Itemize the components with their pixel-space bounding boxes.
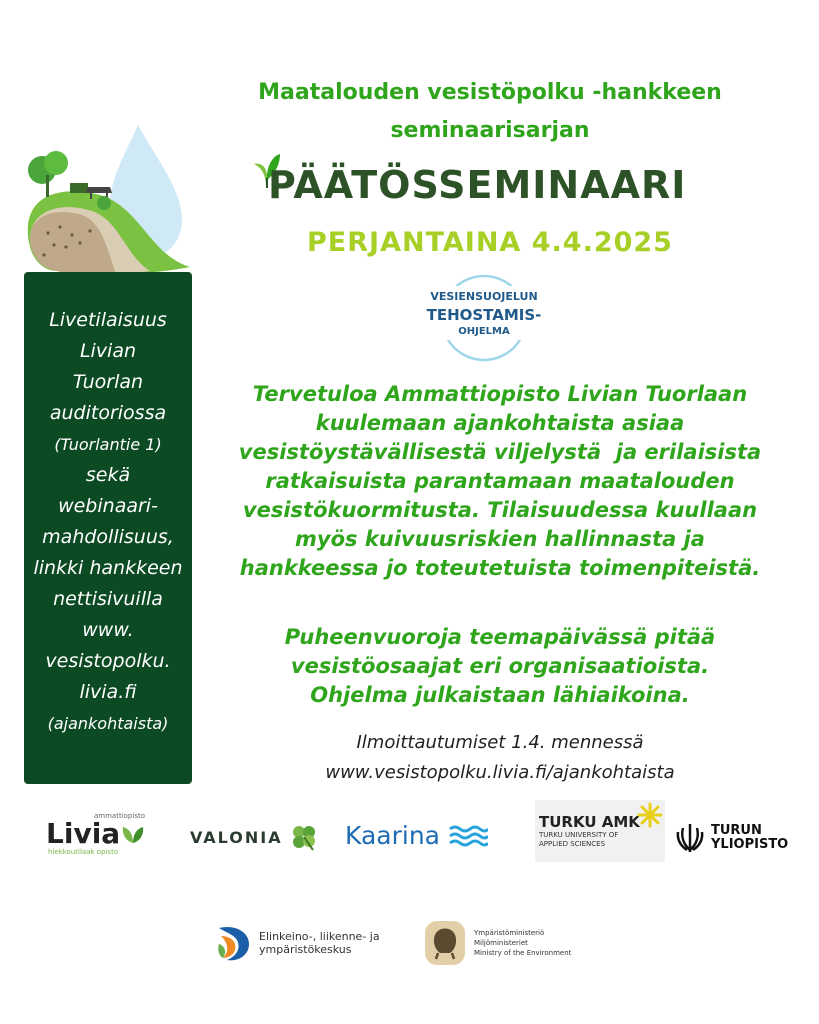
sidebar-line: Tuorlan — [72, 371, 144, 393]
ely-logo — [215, 920, 380, 966]
torch-icon — [675, 820, 705, 856]
turun-line-2: YLIOPISTO — [711, 837, 789, 852]
intro-line: Tervetuloa Ammattiopisto Livian Tuorlaan — [252, 382, 748, 406]
sidebar-line: Livian — [79, 340, 137, 362]
valonia-logo — [190, 822, 319, 852]
sidebar-line: livia.fi — [79, 681, 137, 703]
turun-yliopisto-logo — [675, 818, 788, 858]
ely-line-1: Elinkeino-, liikenne- ja — [259, 930, 380, 943]
sidebar-line: sekä — [85, 464, 131, 486]
sidebar-line: vesistopolku. — [45, 650, 171, 672]
livia-logo — [46, 812, 156, 862]
kaarina-logo — [345, 818, 488, 852]
intro-paragraph — [210, 380, 790, 583]
registration-link[interactable]: www.vesistopolku.livia.fi/ajankohtaista — [325, 762, 675, 783]
clover-icon — [289, 822, 319, 852]
intro-line: myös kuivuusriskien hallinnasta ja — [295, 527, 705, 551]
page-title: PÄÄTÖSSEMINAARI — [268, 163, 687, 207]
sidebar-line: www. — [82, 619, 134, 641]
livia-logo-sub: hiekkoutilaak opisto — [48, 848, 119, 856]
turku-amk-logo — [535, 800, 665, 862]
sidebar-line: Livetilaisuus — [49, 309, 167, 331]
livia-logo-name: Livia — [46, 817, 121, 850]
turku-amk-sub-2: APPLIED SCIENCES — [539, 840, 606, 848]
sidebar-line: mahdollisuus, — [42, 526, 174, 548]
header-line-1: Maatalouden vesistöpolku -hankkeen — [258, 80, 722, 105]
landscape-drop-illustration — [20, 115, 210, 280]
livia-logo-top: ammattiopisto — [94, 812, 145, 820]
program-logo-bottom: OHJELMA — [458, 326, 510, 337]
program-logo — [418, 272, 550, 362]
header-line-2: seminaarisarjan — [390, 118, 590, 143]
lion-crest-icon — [422, 919, 468, 967]
ym-line-3: Ministry of the Environment — [474, 949, 572, 957]
intro-line: vesistöystävällisestä viljelystä ja erilaisista — [238, 440, 762, 464]
kaarina-name: Kaarina — [345, 820, 440, 850]
sidebar-line: auditoriossa — [49, 402, 167, 424]
star-icon — [637, 802, 663, 828]
turku-amk-name: TURKU AMK — [539, 813, 640, 831]
speakers-line: Puheenvuoroja teemapäivässä pitää — [284, 625, 716, 649]
sidebar-text — [24, 305, 192, 739]
speakers-line: Ohjelma julkaistaan lähiaikoina. — [310, 683, 690, 707]
intro-line: vesistökuormitusta. Tilaisuudessa kuullaan — [242, 498, 758, 522]
turku-amk-sub-1: TURKU UNIVERSITY OF — [539, 831, 619, 839]
program-logo-middle: TEHOSTAMIS- — [426, 306, 542, 324]
event-date: PERJANTAINA 4.4.2025 — [307, 227, 673, 258]
speakers-paragraph — [210, 623, 790, 710]
sidebar-line: (ajankohtaista) — [47, 714, 169, 733]
sidebar-line: (Tuorlantie 1) — [54, 435, 162, 454]
registration-deadline: Ilmoittautumiset 1.4. mennessä — [356, 732, 644, 753]
intro-line: ratkaisuista parantamaan maatalouden — [265, 469, 735, 493]
sidebar-line: nettisivuilla — [53, 588, 163, 610]
ely-emblem-icon — [215, 922, 253, 964]
turun-line-1: TURUN — [711, 823, 762, 838]
waves-icon — [448, 823, 488, 847]
valonia-name: VALONIA — [190, 827, 283, 847]
ym-line-2: Miljöministeriet — [474, 939, 528, 947]
sidebar-line: webinaari- — [58, 495, 158, 517]
livia-leaf-icon — [120, 823, 146, 845]
ely-line-2: ympäristökeskus — [259, 943, 352, 956]
ym-line-1: Ympäristöministeriö — [474, 929, 545, 937]
sidebar-line: linkki hankkeen — [33, 557, 183, 579]
intro-line: kuulemaan ajankohtaista asiaa — [315, 411, 685, 435]
program-logo-top: VESIENSUOJELUN — [430, 290, 538, 303]
ministry-environment-logo — [422, 918, 571, 968]
speakers-line: vesistöosaajat eri organisaatioista. — [290, 654, 710, 678]
intro-line: hankkeessa jo toteutetuista toimenpiteistä. — [239, 556, 761, 580]
